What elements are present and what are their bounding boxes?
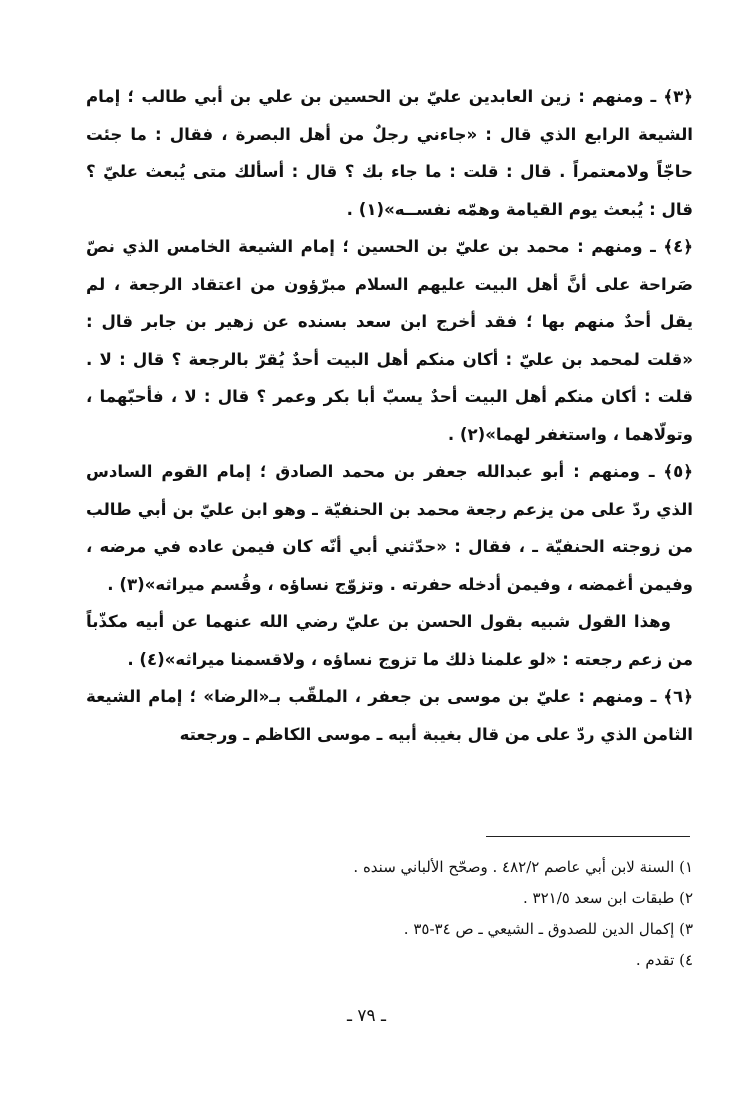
paragraph-4	[86, 228, 693, 453]
paragraph-hasan-quote	[86, 603, 693, 678]
paragraph-marker: ﴿٣﴾	[663, 87, 693, 106]
paragraph-text: ـ ومنهم : أبو عبدالله جعفر بن محمد الصادق ؛ إمام القوم السادس الذي ردّ على من يزعم رجعة محمد بن الحنفيّة ـ وهو ابن عليّ بن أبي طالب من زوجته الحنفيّة ـ ، فقال : «حدّثني أبي أنّه كان فيمن عاده في مرضه ، وفيمن أغمضه ، وفيمن أدخله حفرته . وتزوّج نساؤه ، وقُسم ميراثه»(٣) .	[86, 462, 693, 594]
footnote-4: ٤) تقدم .	[635, 951, 693, 969]
page-number: ـ ٧٩ ـ	[346, 1006, 387, 1026]
footnote-2: ٢) طبقات ابن سعد ٣٢١/٥ .	[523, 889, 693, 907]
paragraph-6	[86, 678, 693, 753]
paragraph-marker: ﴿٥﴾	[663, 462, 693, 481]
footnote-divider	[486, 836, 690, 837]
footnotes	[86, 852, 693, 976]
paragraph-5	[86, 453, 693, 603]
footnote-1: ١) السنة لابن أبي عاصم ٤٨٢/٢ . وصحّح الألباني سنده .	[353, 858, 693, 876]
paragraph-marker: ﴿٦﴾	[663, 687, 693, 706]
paragraph-marker: ﴿٤﴾	[663, 237, 693, 256]
paragraph-text: ـ ومنهم : عليّ بن موسى بن جعفر ، الملقّب بـ«الرضا» ؛ إمام الشيعة الثامن الذي ردّ على من قال بغيبة أبيه ـ موسى الكاظم ـ ورجعته	[86, 687, 693, 744]
footnote-3: ٣) إكمال الدين للصدوق ـ الشيعي ـ ص ٣٤-٣٥ .	[403, 920, 693, 938]
paragraph-text: ـ ومنهم : محمد بن عليّ بن الحسين ؛ إمام الشيعة الخامس الذي نصّ صَراحة على أنَّ أهل البيت عليهم السلام مبرّؤون من اعتقاد الرجعة ، لم يقل أحدٌ منهم بها ؛ فقد أخرج ابن سعد بسنده عن زهير بن جابر قال : «قلت لمحمد بن عليّ : أكان منكم أهل البيت أحدٌ يُقرّ بالرجعة ؟ قال : لا . قلت : أكان منكم أهل البيت أحدٌ يسبّ أبا بكر وعمر ؟ قال : لا ، فأحبّهما ، وتولّاهما ، واستغفر لهما»(٢) .	[86, 237, 693, 444]
main-text	[86, 78, 693, 753]
paragraph-3	[86, 78, 693, 228]
paragraph-text: ـ ومنهم : زين العابدين عليّ بن الحسين بن علي بن أبي طالب ؛ إمام الشيعة الرابع الذي قال : «جاءني رجلٌ من أهل البصرة ، فقال : ما جئت حاجّاً ولامعتمراً . قال : قلت : ما جاء بك ؟ قال : أسألك متى يُبعث عليّ ؟ قال : يُبعث يوم القيامة وهمّه نفســه»(١) .	[86, 87, 693, 219]
paragraph-text: وهذا القول شبيه بقول الحسن بن عليّ رضي الله عنهما عن أبيه مكذّباً من زعم رجعته : «لو علمنا ذلك ما تزوج نساؤه ، ولاقسمنا ميراثه»(٤) .	[86, 612, 693, 669]
